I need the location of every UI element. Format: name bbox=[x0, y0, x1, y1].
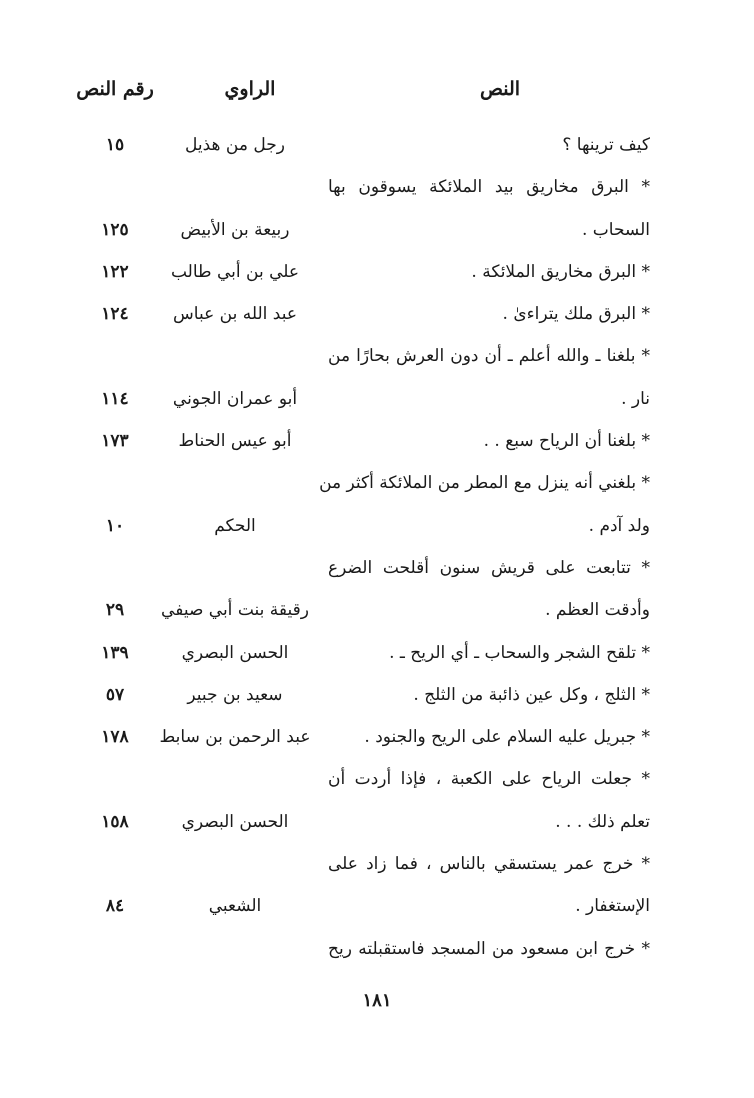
entry-text: نار . bbox=[621, 388, 650, 409]
table-row bbox=[0, 124, 754, 166]
entry-number: ١٠ bbox=[105, 515, 125, 536]
entry-narrator: علي بن أبي طالب bbox=[170, 261, 300, 282]
entry-narrator: الحكم bbox=[214, 515, 256, 536]
table-row bbox=[0, 462, 754, 504]
table-row bbox=[0, 589, 754, 631]
table-row bbox=[0, 885, 754, 927]
entry-text: * البرق مخاريق الملائكة . bbox=[471, 261, 650, 282]
entry-narrator: رقيقة بنت أبي صيفي bbox=[161, 600, 309, 621]
entry-text: السحاب . bbox=[581, 219, 650, 240]
table-row bbox=[0, 420, 754, 462]
entry-narrator: أبو عمران الجوني bbox=[172, 388, 298, 409]
table-row bbox=[0, 674, 754, 716]
entry-narrator: عبد الرحمن بن سابط bbox=[159, 727, 311, 748]
entry-text: * الثلج ، وكل عين ذائبة من الثلج . bbox=[413, 684, 650, 705]
entry-number: ١٢٥ bbox=[101, 219, 129, 240]
entry-narrator: الحسن البصري bbox=[181, 642, 289, 663]
entry-number: ١٧٨ bbox=[101, 727, 129, 748]
entry-number: ١٥ bbox=[105, 135, 125, 155]
entry-number: ٨٤ bbox=[105, 896, 125, 917]
entry-number: ١٢٢ bbox=[101, 261, 129, 282]
entry-number: ١١٤ bbox=[101, 388, 129, 409]
table-row bbox=[0, 378, 754, 420]
table-row bbox=[0, 928, 754, 970]
table-row bbox=[0, 716, 754, 758]
entry-text: * خرج ابن مسعود من المسجد فاستقبلته ريح bbox=[328, 938, 650, 959]
table-row bbox=[0, 166, 754, 208]
table-row bbox=[0, 293, 754, 335]
entry-text: ولد آدم . bbox=[588, 515, 650, 536]
column-header-number: رقم النص bbox=[76, 78, 154, 100]
entry-text: تعلم ذلك . . . bbox=[555, 811, 650, 832]
page-number: ١٨١ bbox=[362, 990, 392, 1011]
entry-text: * خرج عمر يستسقي بالناس ، فما زاد على bbox=[328, 854, 650, 875]
entry-text: * جعلت الرياح على الكعبة ، فإذا أردت أن bbox=[328, 769, 650, 790]
entry-text: * البرق ملك يتراءىٰ . bbox=[502, 304, 650, 325]
entry-text: * بلغني أنه ينزل مع المطر من الملائكة أكثر من bbox=[319, 473, 650, 494]
index-table bbox=[0, 124, 754, 970]
entry-text: الإستغفار . bbox=[575, 896, 650, 917]
table-row bbox=[0, 505, 754, 547]
entry-number: ١٣٩ bbox=[101, 642, 129, 663]
entry-number: ١٢٤ bbox=[101, 304, 129, 325]
table-row bbox=[0, 758, 754, 800]
entry-narrator: أبو عيس الحناط bbox=[178, 431, 292, 452]
entry-text: * تلقح الشجر والسحاب ـ أي الريح ـ . bbox=[389, 642, 650, 663]
entry-narrator: عبد الله بن عباس bbox=[173, 304, 297, 325]
table-row bbox=[0, 251, 754, 293]
entry-text: كيف ترينها ؟ bbox=[562, 135, 650, 155]
table-row bbox=[0, 632, 754, 674]
entry-narrator: ربيعة بن الأبيض bbox=[180, 219, 290, 240]
entry-text: * جبريل عليه السلام على الريح والجنود . bbox=[364, 727, 650, 748]
entry-number: ١٧٣ bbox=[101, 431, 129, 452]
entry-narrator: الشعبي bbox=[208, 896, 262, 917]
entry-narrator: رجل من هذيل bbox=[185, 135, 285, 155]
entry-text: * البرق مخاريق بيد الملائكة يسوقون بها bbox=[328, 177, 650, 198]
entry-number: ٢٩ bbox=[105, 600, 125, 621]
column-header-narrator: الراوي bbox=[224, 78, 276, 100]
entry-text: * بلغنا ـ والله أعلم ـ أن دون العرش بحارًا من bbox=[328, 346, 650, 367]
entry-number: ١٥٨ bbox=[101, 811, 129, 832]
table-row bbox=[0, 801, 754, 843]
table-row bbox=[0, 843, 754, 885]
entry-narrator: الحسن البصري bbox=[181, 811, 289, 832]
table-row bbox=[0, 547, 754, 589]
table-row bbox=[0, 335, 754, 377]
entry-narrator: سعيد بن جبير bbox=[187, 684, 283, 705]
entry-text: وأدقت العظم . bbox=[545, 600, 650, 621]
entry-text: * تتابعت على قريش سنون أقلحت الضرع bbox=[328, 557, 650, 578]
column-header-text: النص bbox=[479, 78, 521, 100]
table-row bbox=[0, 209, 754, 251]
entry-text: * بلغنا أن الرياح سبع . . bbox=[483, 431, 650, 452]
entry-number: ٥٧ bbox=[105, 684, 125, 705]
